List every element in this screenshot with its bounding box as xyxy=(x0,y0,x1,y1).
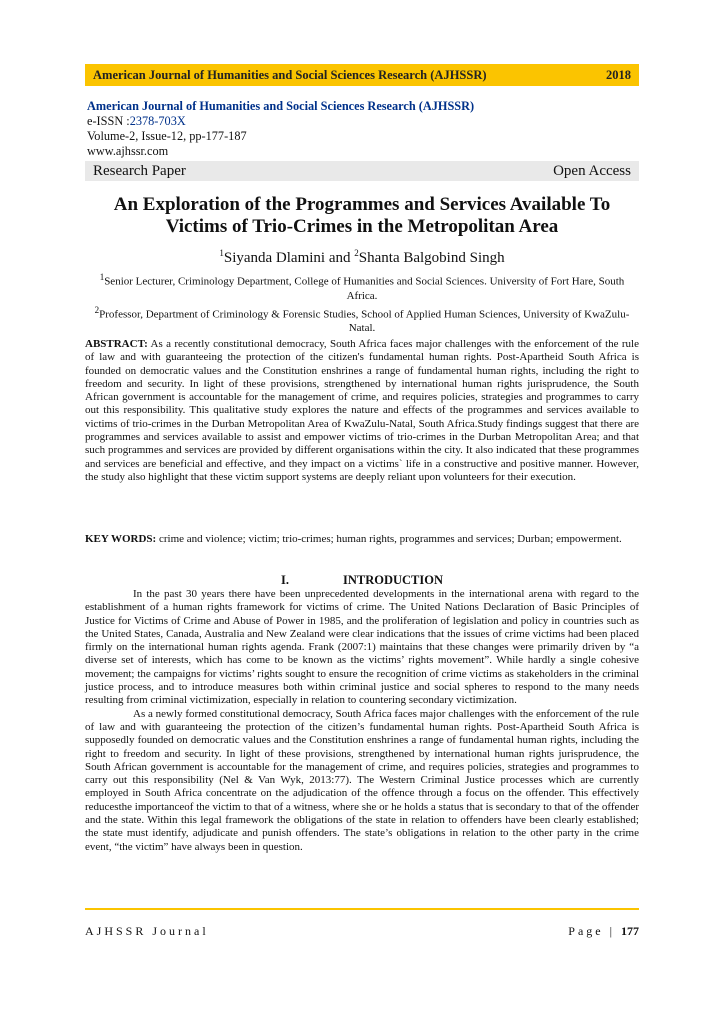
abstract-label: ABSTRACT: xyxy=(85,338,148,350)
affiliations xyxy=(90,270,634,335)
meta-journal: American Journal of Humanities and Social Sciences Research (AJHSSR) xyxy=(87,99,475,113)
section-title: INTRODUCTION xyxy=(342,573,443,587)
author-list xyxy=(85,248,639,267)
keywords-text: crime and violence; victim; trio-crimes; human rights, programmes and services; Durban; empowerment. xyxy=(156,533,622,545)
header-journal: American Journal of Humanities and Social Sciences Research (AJHSSR) xyxy=(93,67,487,82)
page-label: Page | xyxy=(568,924,621,938)
paragraph: In the past 30 years there have been unprecedented developments in the international arena with regard to the establishment of a human rights framework for victims of crime. The United Nations Declaration of Basic Principles of Justice for Victims of Crime and Abuse of Power in 1985, and the proliferation of legislation and policy in countries such as the United States, Canada, Australia and New Zealand were clear indications that the issues of crime victims had been placed firmly on the international human rights agenda. Frank (2007:1) maintains that these changes were primarily driven by “a diverse set of interests, which has come to be known as the victims’ rights movement”. While hardly a single cohesive movement; the campaigns for victims’ rights sought to ensure the recognition of crime victims as stakeholders in the criminal justice process, and to introduce measures both within criminal justice and social spheres to respond to the many needs resulting from criminal victimization, especially in relation to countering secondary victimization. xyxy=(85,588,639,707)
abstract-text: As a recently constitutional democracy, South Africa faces major challenges with the enforcement of the rule of law and with guaranteeing the protection of the citizen's fundamental human rights. Post-Apartheid South Africa is founded on democratic values and the Constitution enshrines a range of fundamental human rights, including the right to freedom and security. In light of these provisions, strengthened by international human rights jurisprudence, the South African government is accountable for the management of crime, and requires policies, strategies and programmes to carry out this responsibility. This qualitative study explores the nature and effects of the programmes and services available to victims of trio-crimes in the Durban Metropolitan Area of KwaZulu-Natal, South Africa.Study findings suggest that there are programmes and services available to assist and empower victims of trio-crimes in the Durban Metropolitan Area; and that such programmes and services are provided by different organisations within the city. It also indicated that these programmes and services are beneficial and effective, and they impact on a victims` life in a constructive and positive manner. However, the study also highlight that these victim support systems are deeply reliant upon volunteers for their execution. xyxy=(85,338,639,483)
affiliation-1-text: Senior Lecturer, Criminology Department, College of Humanities and Social Sciences. University of Fort Hare, South Africa. xyxy=(104,275,625,302)
running-header xyxy=(85,64,639,86)
page-number: 177 xyxy=(621,924,639,938)
paper-title: An Exploration of the Programmes and Services Available To Victims of Trio-Crimes in the Metropolitan Area xyxy=(113,194,611,237)
section-heading xyxy=(85,573,639,588)
access-type: Open Access xyxy=(553,162,631,179)
page-number-block xyxy=(568,924,639,939)
affiliation-2 xyxy=(90,303,634,336)
affiliation-1-marker: 1 xyxy=(99,272,105,282)
affiliation-2-text: Professor, Department of Criminology & Forensic Studies, School of Applied Human Sciences, University of KwaZulu-Natal. xyxy=(99,308,630,335)
author-2: Shanta Balgobind Singh xyxy=(358,250,505,266)
meta-issn xyxy=(87,114,474,129)
meta-website: www.ajhssr.com xyxy=(87,144,169,158)
author-1: Siyanda Dlamini xyxy=(223,250,326,266)
page-footer xyxy=(85,924,639,939)
paper-type: Research Paper xyxy=(93,162,186,179)
meta-volume: Volume-2, Issue-12, pp-177-187 xyxy=(87,129,247,143)
abstract xyxy=(85,338,639,484)
paragraph: As a newly formed constitutional democracy, South Africa faces major challenges with the enforcement of the rule of law and with guaranteeing the protection of the citizen’s fundamental human rights. Post-Apartheid South Africa is supposedly founded on democratic values and the Constitution enshrines a range of fundamental human rights, including the right to freedom and security. In light of these provisions, strengthened by international human rights jurisprudence, the South African government is accountable for the management of crime, and requires policies, strategies and programmes to carry out this responsibility (Nel & Van Wyk, 2013:77). The Western Criminal Justice processes which are currently employed in South Africa concentrate on the adjudication of the offence through a focus on the offender. This effectively reducesthe importanceof the victim to that of a witness, where she or he holds a status that is secondary to that of the offender and the state. Within this legal framework the obligations of the state in relation to offenders have been clearly established; the state must identify, adjudicate and punish offenders. The state’s obligations in relation to the other party in the crime event, “the victim” have always been in question. xyxy=(85,707,639,853)
footer-journal: AJHSSR Journal xyxy=(85,924,209,938)
author-1-marker: 1 xyxy=(219,248,224,258)
journal-meta xyxy=(87,99,474,159)
keywords xyxy=(85,533,639,546)
header-year: 2018 xyxy=(606,67,631,82)
paper-type-bar xyxy=(85,161,639,181)
keywords-label: KEY WORDS: xyxy=(85,533,157,545)
section-number: I. xyxy=(280,573,289,587)
issn-value: 2378-703X xyxy=(129,114,186,128)
body-text xyxy=(85,588,639,854)
affiliation-2-marker: 2 xyxy=(94,304,100,315)
footer-rule xyxy=(85,908,639,910)
affiliation-1 xyxy=(90,270,634,303)
author-2-marker: 2 xyxy=(354,248,359,258)
issn-label: e-ISSN : xyxy=(87,114,130,128)
author-joiner: and xyxy=(325,250,355,266)
